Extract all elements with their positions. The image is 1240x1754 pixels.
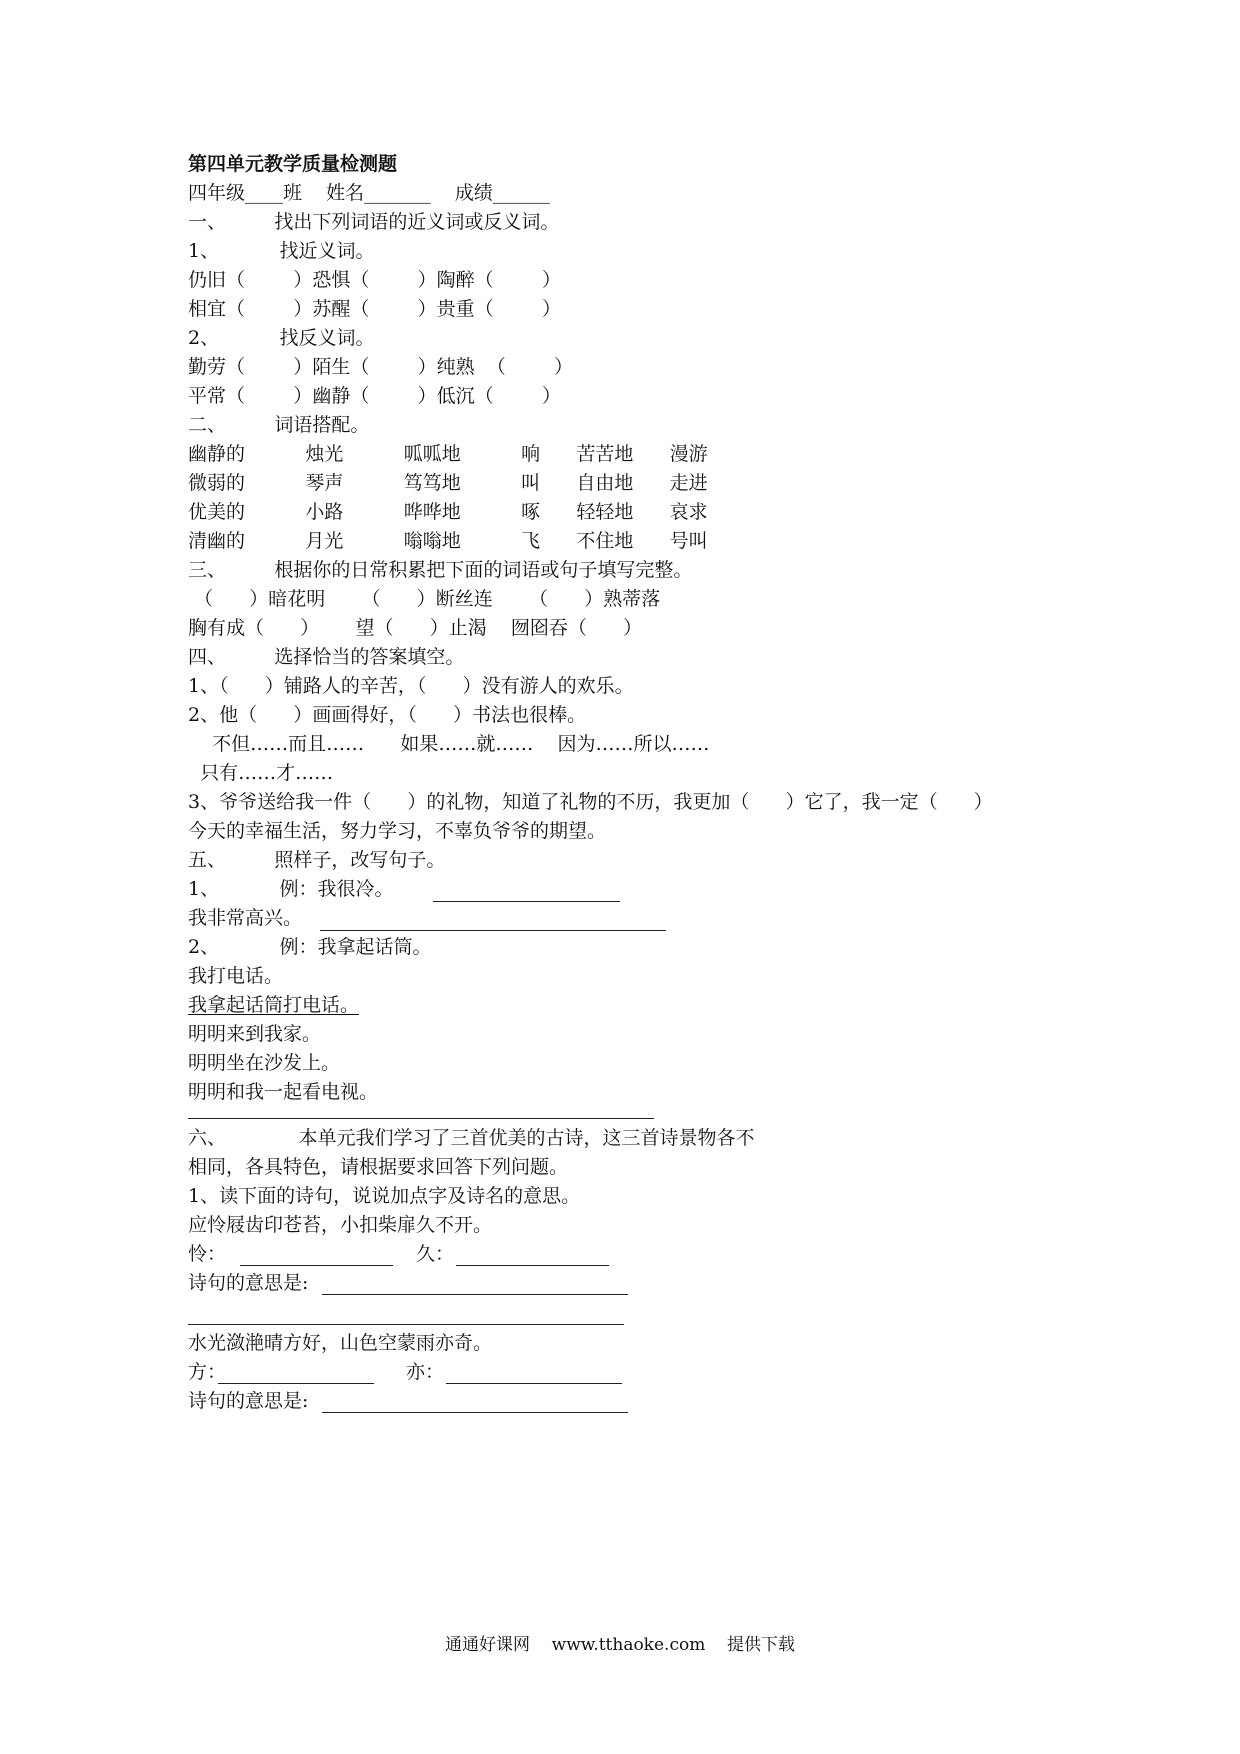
conjunction-options: 只有……才…… bbox=[188, 762, 334, 784]
synonym-row: 仍旧（ ）恐惧（ ）陶醉（ ） bbox=[188, 269, 561, 291]
word-label-fang: 方： bbox=[188, 1361, 227, 1383]
rewrite-given: 我打电话。 bbox=[188, 965, 284, 987]
answer-line bbox=[446, 1383, 622, 1384]
match-row: 微弱的 琴声 笃笃地 叫 自由地 走进 bbox=[188, 472, 708, 494]
idiom-row: 胸有成（ ） 望（ ）止渴 囫囵吞（ ） bbox=[188, 617, 643, 639]
fill-question-3: 3、爷爷送给我一件（ ）的礼物，知道了礼物的不历，我更加（ ）它了，我一定（ ） bbox=[188, 791, 993, 813]
answer-line bbox=[188, 1118, 654, 1119]
rewrite-example-1: 1、 例：我很冷。 bbox=[188, 878, 394, 900]
antonym-row: 勤劳（ ）陌生（ ）纯熟 （ ） bbox=[188, 356, 574, 378]
poem-line-2: 水光潋滟晴方好，山色空蒙雨亦奇。 bbox=[188, 1332, 493, 1354]
fill-question-3-cont: 今天的幸福生活，努力学习，不辜负爷爷的期望。 bbox=[188, 820, 607, 842]
rewrite-example-2: 2、 例：我拿起话筒。 bbox=[188, 936, 432, 958]
page-title: 第四单元教学质量检测题 bbox=[188, 153, 398, 175]
section-1-heading: 一、 找出下列词语的近义词或反义词。 bbox=[188, 211, 560, 233]
footer-credit: 通通好课网 www.tthaoke.com 提供下载 bbox=[445, 1635, 795, 1655]
poem-line-1: 应怜屐齿印苍苔，小扣柴扉久不开。 bbox=[188, 1214, 493, 1236]
rewrite-task-1: 我非常高兴。 bbox=[188, 907, 303, 929]
fill-question-1: 1、（ ）铺路人的辛苦，（ ）没有游人的欢乐。 bbox=[188, 675, 634, 697]
match-row: 清幽的 月光 嗡嗡地 飞 不住地 号叫 bbox=[188, 530, 708, 552]
rewrite-sentence: 明明坐在沙发上。 bbox=[188, 1052, 341, 1074]
answer-line bbox=[322, 1294, 628, 1295]
section-1-sub1: 1、 找近义词。 bbox=[188, 240, 375, 262]
answer-line bbox=[456, 1265, 609, 1266]
poem-question-1: 1、读下面的诗句，说说加点字及诗名的意思。 bbox=[188, 1185, 581, 1207]
match-row: 优美的 小路 哗哗地 啄 轻轻地 哀求 bbox=[188, 501, 708, 523]
rewrite-sentence: 明明和我一起看电视。 bbox=[188, 1081, 379, 1103]
answer-line bbox=[433, 901, 620, 902]
conjunction-options: 不但……而且…… 如果……就…… 因为……所以…… bbox=[188, 733, 710, 755]
word-label-lian: 怜： bbox=[188, 1243, 227, 1265]
answer-line bbox=[240, 1265, 393, 1266]
word-label-jiu: 久： bbox=[416, 1243, 455, 1265]
rewrite-answer-example: 我拿起话筒打电话。 bbox=[188, 994, 360, 1016]
section-6-heading-cont: 相同，各具特色，请根据要求回答下列问题。 bbox=[188, 1156, 569, 1178]
rewrite-sentence: 明明来到我家。 bbox=[188, 1023, 322, 1045]
idiom-row: （ ）暗花明 （ ）断丝连 （ ）熟蒂落 bbox=[188, 588, 661, 610]
word-label-yi: 亦： bbox=[406, 1361, 445, 1383]
section-2-heading: 二、 词语搭配。 bbox=[188, 414, 370, 436]
student-info-line: 四年级____班 姓名_______ 成绩______ bbox=[188, 182, 550, 204]
fill-question-2: 2、他（ ）画画得好，（ ）书法也很棒。 bbox=[188, 704, 587, 726]
section-3-heading: 三、 根据你的日常积累把下面的词语或句子填写完整。 bbox=[188, 559, 693, 581]
meaning-label: 诗句的意思是: bbox=[188, 1390, 309, 1412]
answer-line bbox=[322, 1412, 628, 1413]
section-6-heading: 六、 本单元我们学习了三首优美的古诗，这三首诗景物各不 bbox=[188, 1127, 755, 1149]
meaning-label: 诗句的意思是: bbox=[188, 1272, 309, 1294]
answer-line bbox=[320, 930, 666, 931]
section-1-sub2: 2、 找反义词。 bbox=[188, 327, 375, 349]
answer-line bbox=[218, 1383, 374, 1384]
answer-line bbox=[188, 1324, 624, 1325]
section-4-heading: 四、 选择恰当的答案填空。 bbox=[188, 646, 465, 668]
antonym-row: 平常（ ）幽静（ ）低沉（ ） bbox=[188, 385, 561, 407]
synonym-row: 相宜（ ）苏醒（ ）贵重（ ） bbox=[188, 298, 561, 320]
section-5-heading: 五、 照样子，改写句子。 bbox=[188, 849, 446, 871]
match-row: 幽静的 烛光 呱呱地 响 苦苦地 漫游 bbox=[188, 443, 708, 465]
